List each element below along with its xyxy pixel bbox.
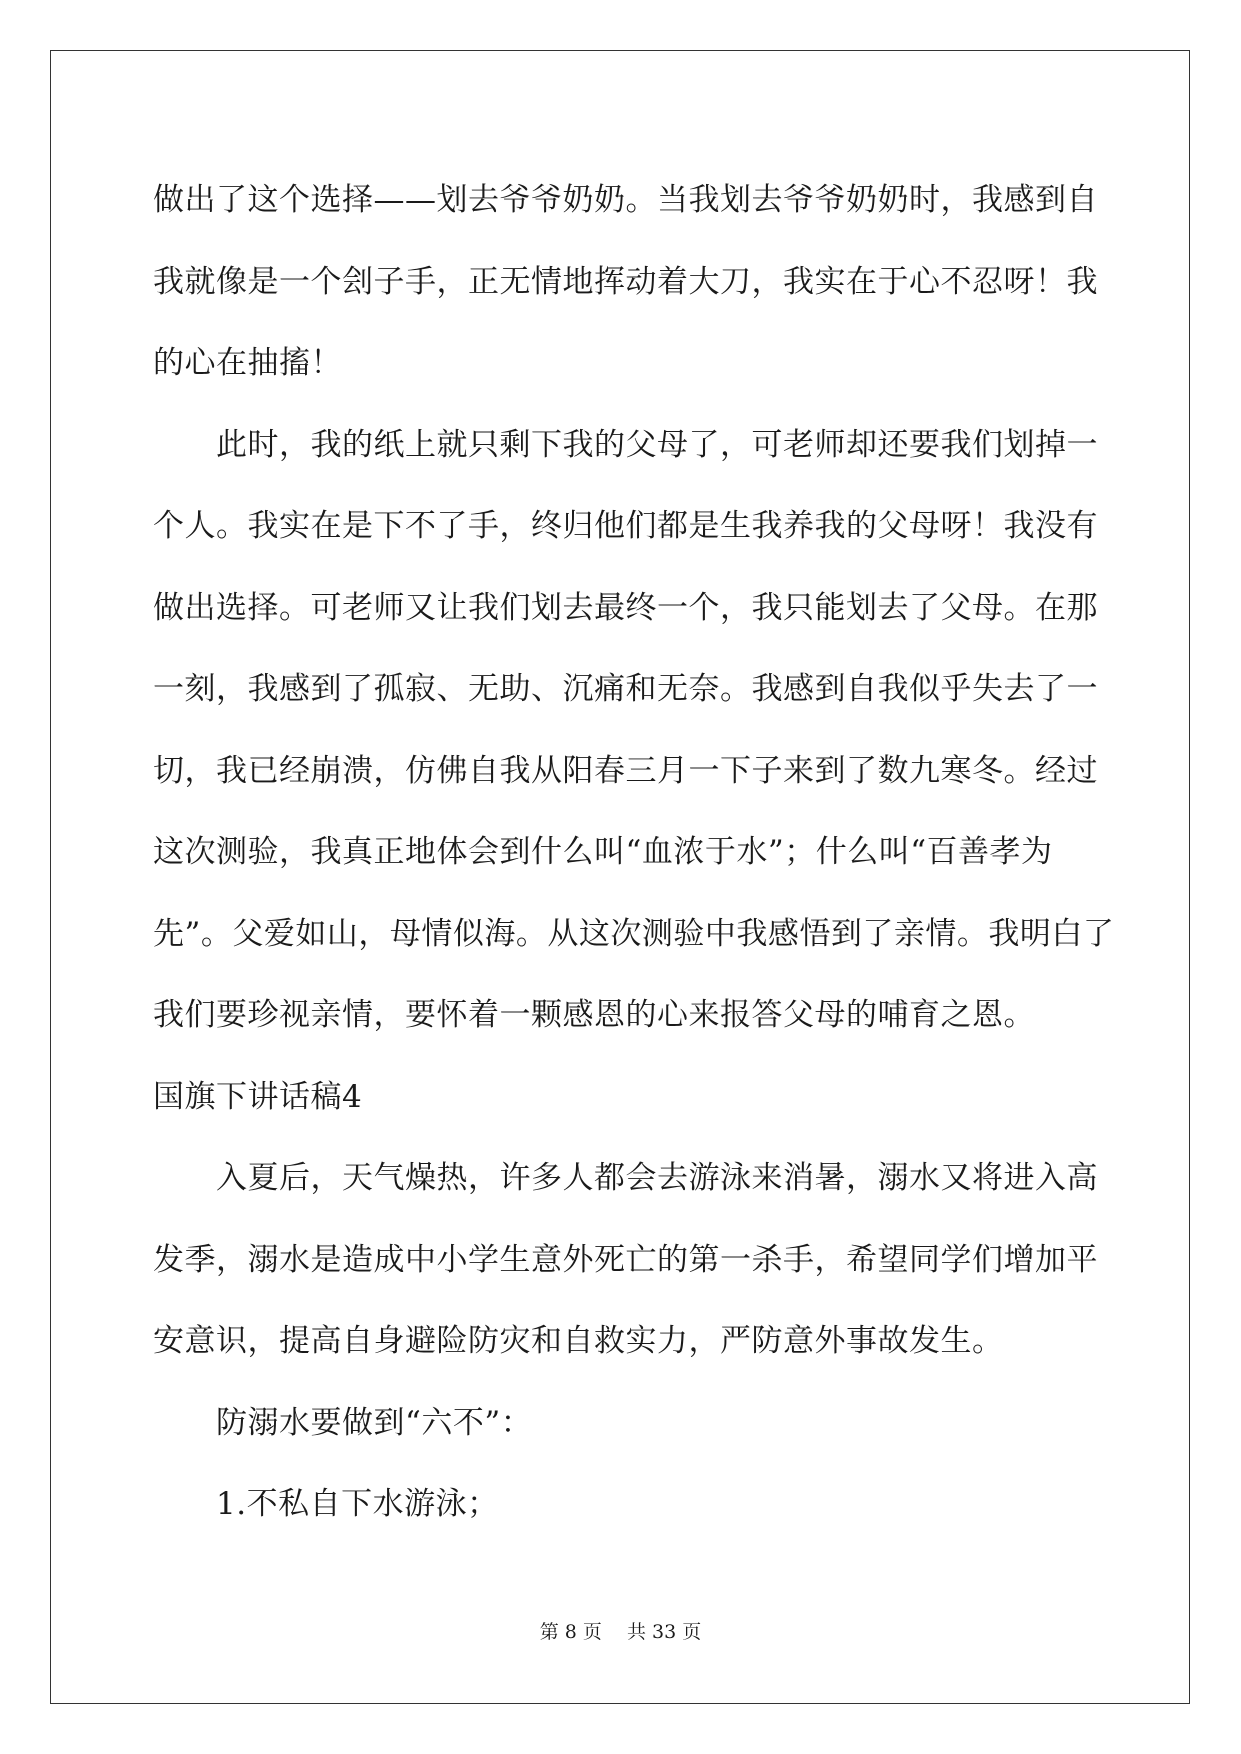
text-line: 先”。父爱如山，母情似海。从这次测验中我感悟到了亲情。我明白了 [153,915,1115,952]
text-line: 做出选择。可老师又让我们划去最终一个，我只能划去了父母。在那 [153,589,1098,626]
text-line: 发季，溺水是造成中小学生意外死亡的第一杀手，希望同学们增加平 [153,1241,1098,1278]
text-line: 安意识，提高自身避险防灾和自救实力，严防意外事故发生。 [153,1323,1004,1359]
text-line: 切，我已经崩溃，仿佛自我从阳春三月一下子来到了数九寒冬。经过 [153,752,1098,789]
text-line: 做出了这个选择——划去爷爷奶奶。当我划去爷爷奶奶时，我感到自 [153,182,1098,218]
section-heading: 国旗下讲话稿4 [153,1078,363,1115]
document-body [153,160,1115,1546]
text-line: 的心在抽搐！ [153,345,342,381]
list-item: 1.不私自下水游泳； [153,1486,499,1522]
text-line: 一刻，我感到了孤寂、无助、沉痛和无奈。我感到自我似乎失去了一 [153,671,1098,707]
text-line: 此时，我的纸上就只剩下我的父母了，可老师却还要我们划掉一 [153,426,1098,463]
text-line: 防溺水要做到“六不”： [153,1404,533,1441]
text-line: 这次测验，我真正地体会到什么叫“血浓于水”；什么叫“百善孝为 [153,834,1053,870]
page-number-footer: 第 8 页 共 33 页 [539,1621,702,1643]
text-line: 个人。我实在是下不了手，终归他们都是生我养我的父母呀！我没有 [153,508,1098,544]
text-line: 我们要珍视亲情，要怀着一颗感恩的心来报答父母的哺育之恩。 [153,997,1035,1033]
text-line: 我就像是一个刽子手，正无情地挥动着大刀，我实在于心不忍呀！我 [153,263,1098,300]
text-line: 入夏后，天气燥热，许多人都会去游泳来消暑，溺水又将进入高 [153,1160,1098,1196]
